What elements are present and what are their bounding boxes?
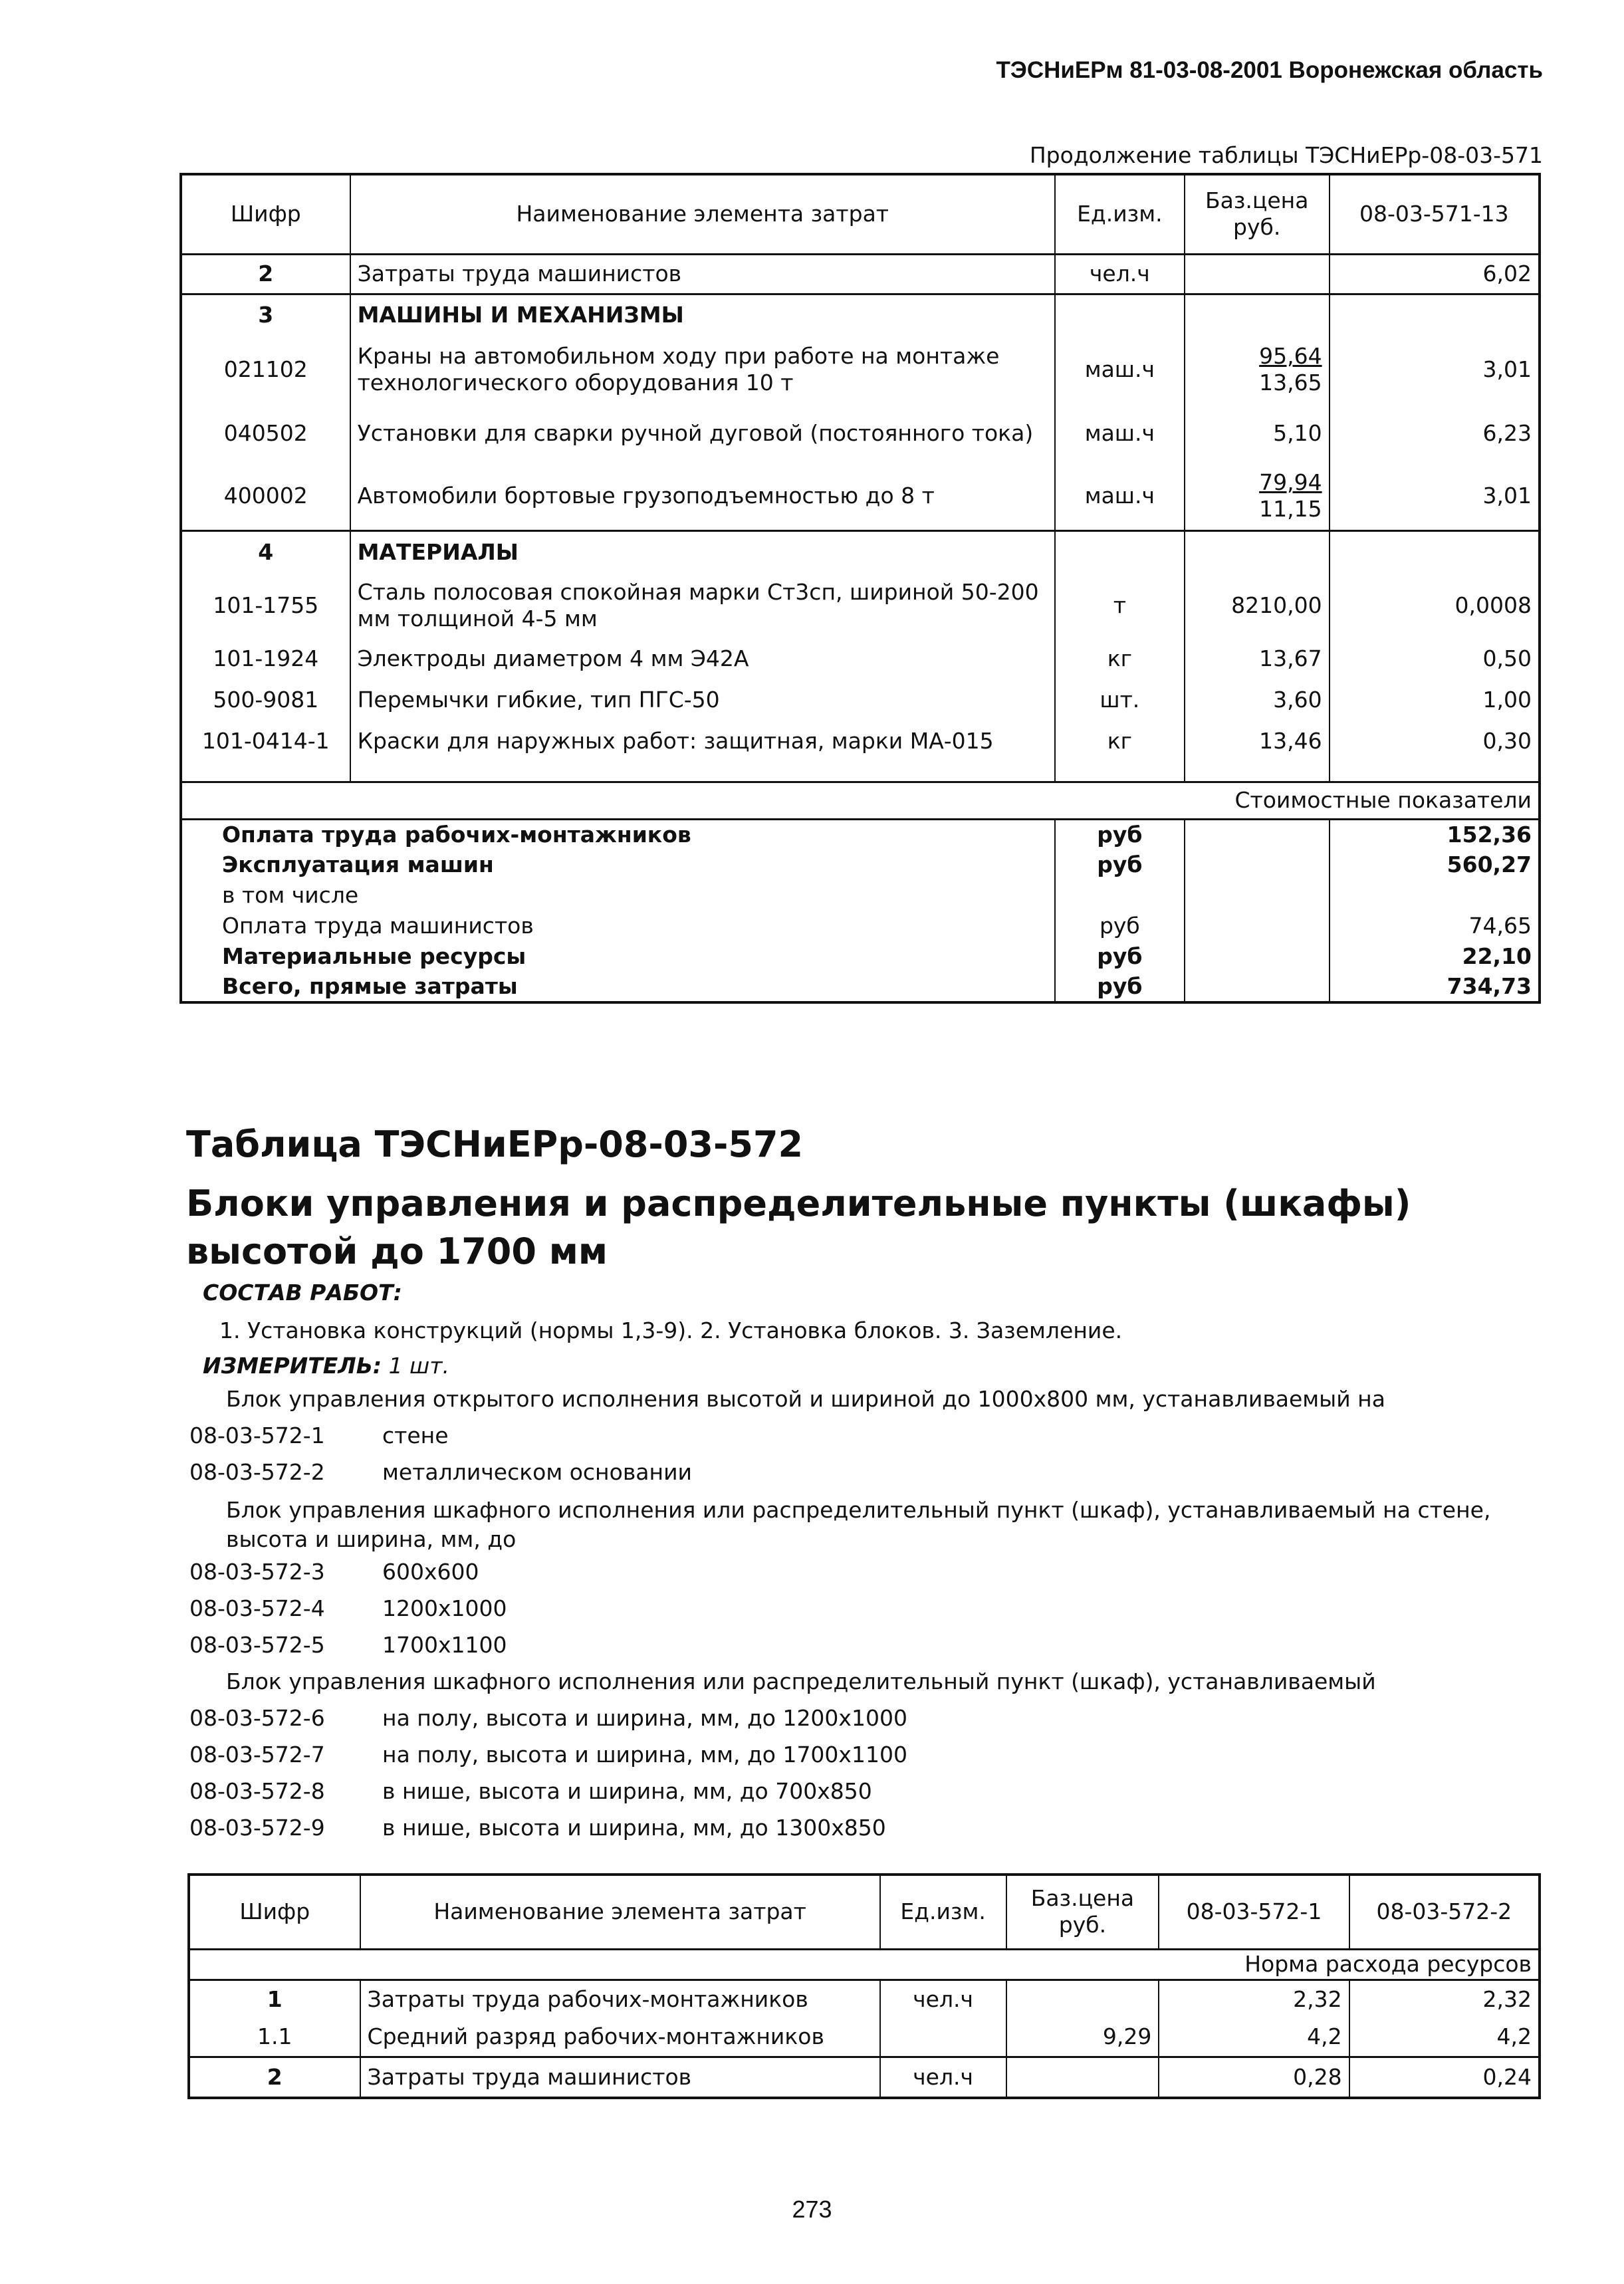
cost-row	[181, 880, 1540, 911]
document-header: ТЭСНиЕРм 81-03-08-2001 Воронежская область	[996, 57, 1543, 83]
row-price-sub: 11,15	[1259, 496, 1322, 522]
row-value: 6,02	[1330, 254, 1540, 294]
row-code: 101-1755	[181, 573, 350, 638]
row-name: Средний разряд рабочих-монтажников	[360, 2018, 880, 2057]
row-value: 3,01	[1482, 356, 1532, 382]
row-value-2: 4,2	[1496, 2023, 1532, 2050]
row-price	[1006, 2057, 1159, 2098]
cost-name: Эксплуатация машин	[181, 850, 1055, 880]
row-value: 0,30	[1482, 728, 1532, 754]
row-code: 040502	[181, 404, 350, 463]
section-subtitle: Блоки управления и распределительные пункты (шкафы) высотой до 1700 мм	[186, 1183, 1411, 1272]
cost-name: в том числе	[181, 880, 1055, 911]
row-code: 400002	[181, 463, 350, 530]
row-price	[1006, 1980, 1159, 2018]
row-value-2: 2,32	[1349, 1980, 1540, 2018]
row-unit: чел.ч	[880, 2057, 1006, 2098]
row-unit: чел.ч	[1055, 254, 1185, 294]
list-item-text: в нише, высота и ширина, мм, до 700х850	[382, 1778, 872, 1804]
list-item-code: 08-03-572-3	[189, 1559, 325, 1585]
col-header-price: Баз.цена руб.	[1185, 174, 1330, 254]
row-code: 101-1924	[181, 638, 350, 679]
row-name: Краны на автомобильном ходу при работе на монтаже технологического оборудования 10 т	[350, 335, 1055, 404]
row-value: 6,23	[1482, 420, 1532, 446]
row-code: 1	[189, 1980, 360, 2018]
table-row	[181, 530, 1540, 573]
cost-row	[181, 850, 1540, 880]
table-continuation-note: Продолжение таблицы ТЭСНиЕРр-08-03-571	[1029, 142, 1543, 168]
row-price: 5,10	[1185, 404, 1330, 463]
row-price-sub: 13,65	[1259, 370, 1322, 396]
row-price: 8210,00	[1185, 573, 1330, 638]
row-unit: маш.ч	[1055, 335, 1185, 404]
col-header-norm-1: 08-03-572-1	[1159, 1875, 1349, 1949]
row-name: МАШИНЫ И МЕХАНИЗМЫ	[350, 294, 1055, 335]
meter-line	[203, 1353, 449, 1379]
cost-unit: руб	[1055, 819, 1185, 850]
row-value-1: 4,2	[1159, 2018, 1349, 2057]
col-header-name: Наименование элемента затрат	[360, 1875, 880, 1949]
work-label: СОСТАВ РАБОТ:	[203, 1280, 402, 1306]
table-row	[181, 254, 1540, 294]
row-unit	[880, 2018, 1006, 2057]
list-item-code: 08-03-572-9	[189, 1815, 325, 1841]
row-code: 2	[189, 2057, 360, 2098]
cost-indicators-header: Стоимостные показатели	[181, 782, 1540, 819]
cost-row	[181, 941, 1540, 972]
cost-row	[181, 911, 1540, 941]
col-header-price: Баз.цена руб.	[1006, 1875, 1159, 1949]
row-price	[1185, 463, 1330, 530]
col-header-code: Шифр	[189, 1875, 360, 1949]
list-item-code: 08-03-572-7	[189, 1742, 325, 1768]
norm-header: Норма расхода ресурсов	[1244, 1951, 1532, 1977]
cost-value: 734,73	[1447, 973, 1532, 999]
list-item-code: 08-03-572-5	[189, 1632, 325, 1658]
table-row	[181, 463, 1540, 530]
table-row	[181, 679, 1540, 721]
row-price: 3,60	[1185, 679, 1330, 721]
list-item-code: 08-03-572-4	[189, 1595, 325, 1621]
list-item-text: 1200х1000	[382, 1595, 507, 1621]
cost-unit: руб	[1055, 941, 1185, 972]
row-code: 4	[181, 530, 350, 573]
meter-label: ИЗМЕРИТЕЛЬ:	[203, 1353, 382, 1379]
list-item-text: на полу, высота и ширина, мм, до 1700х1100	[382, 1742, 907, 1768]
list-item-text: 1700х1100	[382, 1632, 507, 1658]
resource-table-572	[187, 1873, 1541, 2099]
cost-unit: руб	[1055, 850, 1185, 880]
table-title: Таблица ТЭСНиЕРр-08-03-572	[186, 1123, 804, 1165]
col-header-norm-2: 08-03-572-2	[1376, 1898, 1512, 1925]
cost-name: Материальные ресурсы	[181, 941, 1055, 972]
row-name: Сталь полосовая спокойная марки Ст3сп, шириной 50-200 мм толщиной 4-5 мм	[350, 573, 1055, 638]
row-code: 021102	[181, 335, 350, 404]
col-header-code: Шифр	[181, 174, 350, 254]
row-value-2: 0,24	[1349, 2057, 1540, 2098]
cost-name: Всего, прямые затраты	[181, 972, 1055, 1002]
cost-name: Оплата труда рабочих-монтажников	[181, 819, 1055, 850]
meter-value: 1 шт.	[388, 1353, 449, 1379]
col-header-unit: Ед.изм.	[1055, 174, 1185, 254]
row-price-main: 79,94	[1259, 469, 1322, 496]
work-composition-label	[203, 1280, 402, 1306]
row-value: 3,01	[1482, 483, 1532, 509]
table-row	[181, 638, 1540, 679]
row-name: Электроды диаметром 4 мм Э42А	[350, 638, 1055, 679]
row-unit: чел.ч	[880, 1980, 1006, 2018]
row-code: 1.1	[189, 2018, 360, 2057]
row-unit: маш.ч	[1055, 463, 1185, 530]
row-code: 3	[181, 294, 350, 335]
row-name: Затраты труда рабочих-монтажников	[360, 1980, 880, 2018]
row-price: 9,29	[1006, 2018, 1159, 2057]
cost-unit: руб	[1055, 911, 1185, 941]
intro-3: Блок управления шкафного исполнения или распределительный пункт (шкаф), устанавливаемый	[226, 1668, 1376, 1694]
row-name: Перемычки гибкие, тип ПГС-50	[350, 679, 1055, 721]
table-row	[181, 404, 1540, 463]
row-name: Установки для сварки ручной дуговой (постоянного тока)	[350, 404, 1055, 463]
intro-1: Блок управления открытого исполнения высотой и шириной до 1000х800 мм, устанавливаемый на	[226, 1386, 1385, 1412]
row-price: 13,67	[1185, 638, 1330, 679]
cost-value: 152,36	[1330, 819, 1540, 850]
row-price	[1185, 335, 1330, 404]
row-name: Затраты труда машинистов	[360, 2057, 880, 2098]
cost-row	[181, 972, 1540, 1002]
table-row	[189, 2018, 1540, 2057]
list-item-code: 08-03-572-2	[189, 1459, 325, 1485]
list-item-text: 600х600	[382, 1559, 479, 1585]
row-unit: шт.	[1055, 679, 1185, 721]
row-name: МАТЕРИАЛЫ	[350, 530, 1055, 573]
col-header-name: Наименование элемента затрат	[350, 174, 1055, 254]
row-value-1: 2,32	[1159, 1980, 1349, 2018]
resource-table-571	[179, 173, 1541, 1004]
row-code: 101-0414-1	[181, 721, 350, 762]
row-price-main: 95,64	[1259, 343, 1322, 369]
list-item-text: в нише, высота и ширина, мм, до 1300х850	[382, 1815, 886, 1841]
intro-2: Блок управления шкафного исполнения или распределительный пункт (шкаф), устанавливаемый на стене, высота и ширина, мм, до	[226, 1497, 1491, 1552]
list-item-code: 08-03-572-8	[189, 1778, 325, 1804]
list-item-text: стене	[382, 1423, 449, 1448]
table-row	[181, 294, 1540, 335]
row-name: Автомобили бортовые грузоподъемностью до 8 т	[350, 463, 1055, 530]
row-unit: кг	[1055, 638, 1185, 679]
row-value: 0,0008	[1454, 592, 1532, 618]
list-item-code: 08-03-572-6	[189, 1705, 325, 1731]
list-item-code: 08-03-572-1	[189, 1423, 325, 1448]
row-unit: маш.ч	[1055, 404, 1185, 463]
work-composition-text: 1. Установка конструкций (нормы 1,3-9). 2. Установка блоков. 3. Заземление.	[219, 1317, 1123, 1343]
row-price	[1185, 254, 1330, 294]
row-price: 13,46	[1185, 721, 1330, 762]
row-value-1: 0,28	[1159, 2057, 1349, 2098]
row-name: Краски для наружных работ: защитная, марки МА-015	[350, 721, 1055, 762]
cost-value: 560,27	[1447, 852, 1532, 877]
row-unit: т	[1055, 573, 1185, 638]
cost-row	[181, 819, 1540, 850]
row-value: 1,00	[1482, 687, 1532, 713]
cost-unit: руб	[1055, 972, 1185, 1002]
row-value: 0,50	[1482, 645, 1532, 671]
row-code: 500-9081	[181, 679, 350, 721]
col-header-unit: Ед.изм.	[880, 1875, 1006, 1949]
table-row	[189, 1980, 1540, 2018]
table-row	[181, 335, 1540, 404]
list-item-text: на полу, высота и ширина, мм, до 1200х1000	[382, 1705, 907, 1731]
row-unit: кг	[1055, 721, 1185, 762]
cost-name: Оплата труда машинистов	[181, 911, 1055, 941]
row-code: 2	[181, 254, 350, 294]
cost-value: 22,10	[1462, 943, 1532, 969]
table-row	[181, 573, 1540, 638]
page-number: 273	[792, 2196, 832, 2223]
table-row	[189, 2057, 1540, 2098]
list-item-text: металлическом основании	[382, 1459, 692, 1485]
row-name: Затраты труда машинистов	[350, 254, 1055, 294]
col-header-norm: 08-03-571-13	[1359, 201, 1509, 227]
table-row	[181, 721, 1540, 762]
cost-value: 74,65	[1468, 913, 1532, 939]
